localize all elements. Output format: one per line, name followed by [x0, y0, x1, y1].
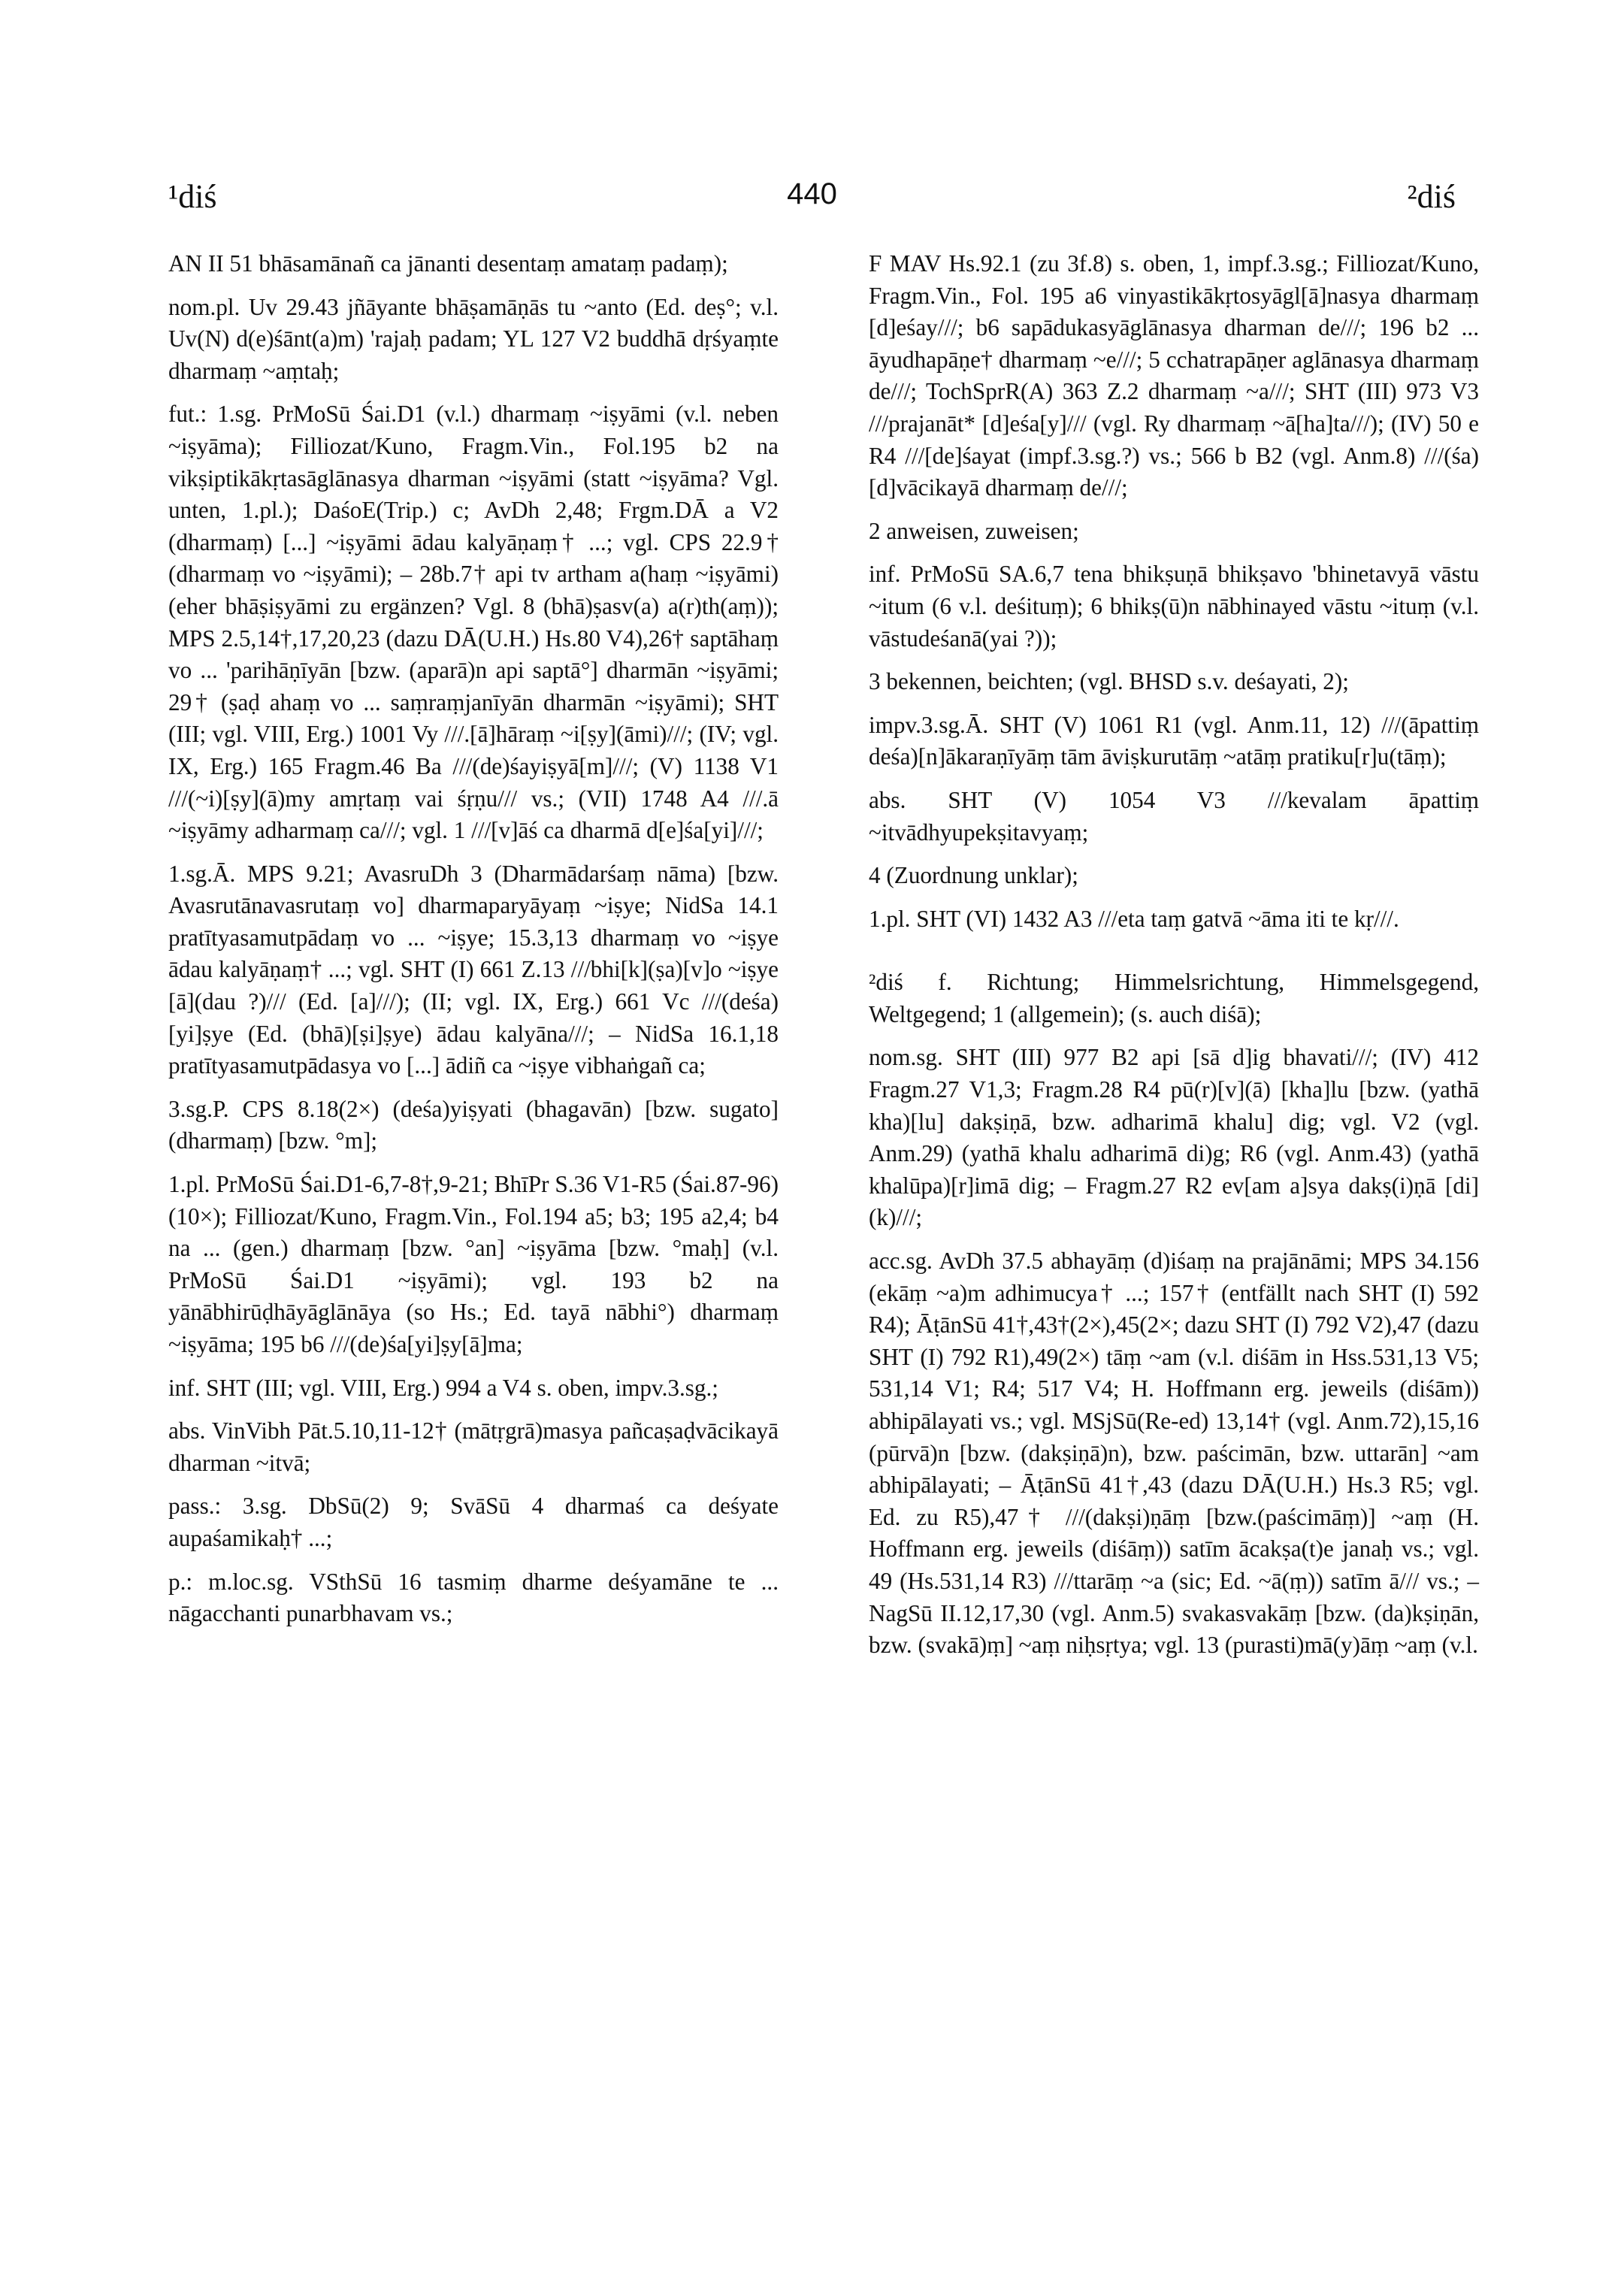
entry-paragraph: acc.sg. AvDh 37.5 abhayāṃ (d)iśaṃ na prajānāmi; MPS 34.156 (ekāṃ ~a)m adhimucya† ...; 157† (entfällt nach SHT (I) 592 R4); ĀṭānSū 41†,43†(2×),45(2×; dazu SHT (I) 792 V2),47 (dazu SHT (I) 792 R1),49(2×) tāṃ ~am (v.l. diśām in Hss.531,13 V5; 531,14 V1; R4; 517 V4; H. Hoffmann erg. jeweils (diśām)) abhipālayati vs.; vgl. MSjSū(Re-ed) 13,14† (vgl. Anm.72),15,16 (pūrvā)n [bzw. (dakṣiṇā)n), bzw. paścimān, bzw. uttarān] ~am abhipālayati; – ĀṭānSū 41†,43 (dazu DĀ(U.H.) Hs.3 R5; vgl. Ed. zu R5),47† ///(dakṣi)ṇāṃ [bzw.(paścimāṃ)] ~aṃ (H. Hoffmann erg. jeweils (diśāṃ)) satīm ācakṣa(t)e janaḥ vs.; vgl. 49 (Hs.531,14 R3) ///ttarāṃ ~a (sic; Ed. ~ā(ṃ)) satīm ā/// vs.; – NagSū II.12,17,30 (vgl. Anm.5) svakasvakāṃ [bzw. (da)kṣiṇān, bzw. (svakā)ṃ] ~aṃ niḥsṛtya; vgl. 13 (purasti)mā(y)āṃ ~aṃ (v.l. — [869, 1248, 1479, 1659]
entry-paragraph: AN II 51 bhāsamānañ ca jānanti desentaṃ amataṃ padaṃ); — [168, 250, 728, 277]
entry-paragraph: 2 anweisen, zuweisen; — [869, 517, 1079, 544]
entry-paragraph: 1.pl. SHT (VI) 1432 A3 ///eta taṃ gatvā ~āma iti te kṛ///. — [869, 905, 1399, 932]
page-number: 440 — [787, 177, 837, 210]
entry-paragraph: 4 (Zuordnung unklar); — [869, 862, 1078, 889]
entry-paragraph: 1.sg.Ā. MPS 9.21; AvasruDh 3 (Dharmādarśaṃ nāma) [bzw. Avasrutānavasrutaṃ vo] dharmaparyāyaṃ ~iṣye; NidSa 14.1 pratītyasamutpādaṃ vo ... ~iṣye; 15.3,13 dharmaṃ vo ~iṣye ādau kalyāṇaṃ† ...; vgl. SHT (I) 661 Z.13 ///bhi[k](ṣa)[v]o ~iṣye [ā](dau ?)/// (Ed. [a]///); (II; vgl. IX, Erg.) 661 Vc ///(deśa)[yi]ṣye (Ed. (bhā)[ṣi]ṣye) ādau kalyāna///; – NidSa 16.1,18 pratītyasamutpādasya vo [...] ādiñ ca ~iṣye vibhaṅgañ ca; — [168, 860, 779, 1079]
entry-paragraph: fut.: 1.sg. PrMoSū Śai.D1 (v.l.) dharmaṃ ~iṣyāmi (v.l. neben ~iṣyāma); Filliozat/Kuno, Fragm.Vin., Fol.195 b2 na vikṣiptikākṛtasāglānasya dharman ~iṣyāmi (statt ~iṣyāma? Vgl. unten, 1.pl.); DaśoE(Trip.) c; AvDh 2,48; Frgm.DĀ a V2 (dharmaṃ) [...] ~iṣyāmi ādau kalyāṇaṃ† ...; vgl. CPS 22.9† (dharmaṃ vo ~iṣyāmi); – 28b.7† api tv artham a(haṃ ~iṣyāmi) (eher bhāṣiṣyāmi zu ergänzen? Vgl. 8 (bhā)ṣasv(a) a(r)th(aṃ)); MPS 2.5,14†,17,20,23 (dazu DĀ(U.H.) Hs.80 V4),26† saptāhaṃ vo ... 'parihāṇīyān [bzw. (aparā)n api saptā°] dharmān ~iṣyāmi; 29† (ṣaḍ ahaṃ vo ... saṃraṃjanīyān dharmān ~iṣyāmi); SHT (III; vgl. VIII, Erg.) 1001 Vy ///.[ā]hāraṃ ~i[ṣy](āmi)///; (IV; vgl. IX, Erg.) 165 Fragm.46 Ba ///(de)śayiṣyā[m]///; (V) 1138 V1 ///(~i)[ṣy](ā)my amṛtaṃ vai śṛṇu/// vs.; (VII) 1748 A4 ///.ā ~iṣyāmy adharmaṃ ca///; vgl. 1 ///[v]āś ca dharmā d[e]śa[yi]///; — [168, 401, 779, 844]
header-left-headword: ¹diś — [168, 178, 217, 215]
entry-paragraph: abs. VinVibh Pāt.5.10,11-12† (mātṛgrā)masya pañcaṣaḍvācikayā dharman ~itvā; — [168, 1417, 779, 1476]
right-column — [869, 248, 1479, 1673]
entry-paragraph: nom.pl. Uv 29.43 jñāyante bhāṣamāṇās tu ~anto (Ed. deṣ°; v.l. Uv(N) d(e)śānt(a)m) 'rajaḥ padam; YL 127 V2 buddhā dṛśyaṃte dharmaṃ ~aṃtaḥ; — [168, 293, 779, 384]
entry-paragraph: inf. PrMoSū SA.6,7 tena bhikṣuṇā bhikṣavo 'bhinetavyā vāstu ~itum (6 v.l. deśituṃ); 6 bhikṣ(ū)n nābhinayed vāstu ~ituṃ (v.l. vāstudeśanā(yai ?)); — [869, 561, 1479, 652]
page-header — [168, 177, 1456, 222]
entry-paragraph: impv.3.sg.Ā. SHT (V) 1061 R1 (vgl. Anm.11, 12) ///(āpattiṃ deśa)[n]ākaraṇīyāṃ tām āviṣkurutāṃ ~atāṃ pratiku[r]u(tāṃ); — [869, 711, 1479, 770]
entry-paragraph: p.: m.loc.sg. VSthSū 16 tasmiṃ dharme deśyamāne te ... nāgacchanti punarbhavam vs.; — [168, 1568, 779, 1627]
entry-paragraph: 1.pl. PrMoSū Śai.D1-6,7-8†,9-21; BhīPr S.36 V1-R5 (Śai.87-96)(10×); Filliozat/Kuno, Fragm.Vin., Fol.194 a5; b3; 195 a2,4; b4 na ... (gen.) dharmaṃ [bzw. °an] ~iṣyāma [bzw. °maḥ] (v.l. PrMoSū Śai.D1 ~iṣyāmi); vgl. 193 b2 na yānābhirūḍhāyāglānāya (so Hs.; Ed. tayā nābhi°) dharmaṃ ~iṣyāma; 195 b6 ///(de)śa[yi]ṣy[ā]ma; — [168, 1171, 779, 1357]
entry-paragraph: 3.sg.P. CPS 8.18(2×) (deśa)yiṣyati (bhagavān) [bzw. sugato] (dharmaṃ) [bzw. °m]; — [168, 1095, 779, 1154]
entry-paragraph: inf. SHT (III; vgl. VIII, Erg.) 994 a V4 s. oben, impv.3.sg.; — [168, 1374, 718, 1401]
entry-paragraph: pass.: 3.sg. DbSū(2) 9; SvāSū 4 dharmaś ca deśyate aupaśamikaḥ† ...; — [168, 1493, 779, 1551]
entry-paragraph: F MAV Hs.92.1 (zu 3f.8) s. oben, 1, impf.3.sg.; Filliozat/Kuno, Fragm.Vin., Fol. 195 a6 vinyastikākṛtosyāgl[ā]nasya dharmaṃ [d]eśay///; b6 sapādukasyāglānasya dharman de///; 196 b2 ... āyudhapāṇe† dharmaṃ ~e///; 5 cchatrapāṇer aglānasya dharmaṃ de///; TochSprR(A) 363 Z.2 dharmaṃ ~a///; SHT (III) 973 V3 ///prajanāt* [d]eśa[y]/// (vgl. Ry dharmaṃ ~ā[ha]ta///); (IV) 50 e R4 ///[de]śayat (impf.3.sg.?) vs.; 566 b B2 (vgl. Anm.8) ///(śa)[d]vācikayā dharmaṃ de///; — [869, 250, 1479, 501]
entry-paragraph: abs. SHT (V) 1054 V3 ///kevalam āpattiṃ ~itvādhyupekṣitavyaṃ; — [869, 786, 1479, 846]
entry-paragraph: nom.sg. SHT (III) 977 B2 api [sā d]ig bhavati///; (IV) 412 Fragm.27 V1,3; Fragm.28 R4 pū(r)[v](ā) [kha]lu [bzw. (yathā kha)[lu] dakṣiṇā, bzw. adharimā khalu] dig; vgl. V2 (vgl. Anm.29) (yathā khalu adharimā di)g; R6 (vgl. Anm.43) (yathā khalūpa)[r]imā dig; – Fragm.27 R2 ev[am a]sya dakṣ(i)ṇā [di](k)///; — [869, 1044, 1479, 1231]
entry-paragraph: 3 bekennen, beichten; (vgl. BHSD s.v. deśayati, 2); — [869, 668, 1349, 695]
headword-entry: ²diś f. Richtung; Himmelsrichtung, Himmelsgegend, Weltgegend; 1 (allgemein); (s. auch diśā); — [869, 969, 1479, 1027]
header-right-headword: ²diś — [1407, 178, 1456, 215]
left-column — [168, 248, 779, 1641]
